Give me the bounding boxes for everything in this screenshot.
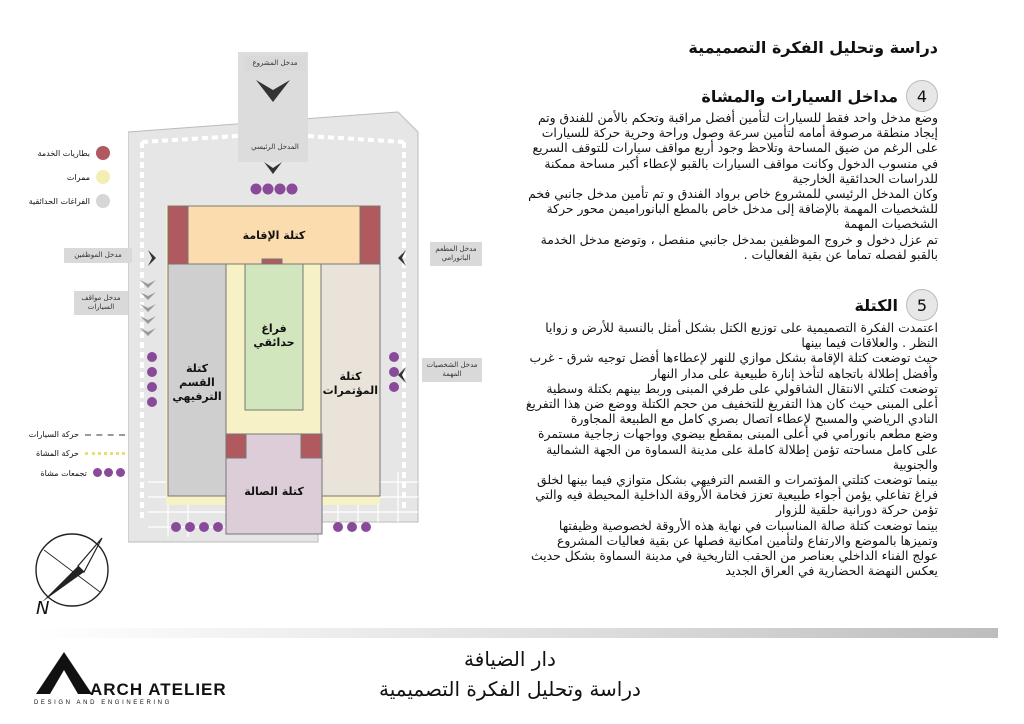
recreation-block-label: كتلة القسم الترفيهي [172, 362, 222, 403]
footer-divider [30, 628, 998, 638]
paragraph: وضع مدخل واحد فقط للسيارات لتأمين أفضل مراقبة وتحكم بالأمن للفندق وتم إيجاد منطقة مرصوفة أمامه لتأمين سرعة وصول وراحة وحرية حركة للسيارات على الرغم من ضيق المساحة وتلاحظ وجود أربع مواقف سيارات للتوقف السريع في منسوب الدخول وكانت مواقف السيارات بالقبو لإعطاء أكبر مساحة ممكنة للدراسات الحدائقية الخارجية [532, 110, 938, 186]
logo-name: ARCH ATELIER [90, 680, 227, 699]
legend-item [10, 194, 110, 208]
legend-zones [10, 146, 110, 208]
project-entrance-label: مدخل المشروع [244, 56, 306, 71]
parking-entrance-label: مدخل مواقف السيارات [74, 291, 128, 315]
courtyard-label: فراغ حدائقي [253, 322, 295, 349]
logo-tagline: DESIGN AND ENGINEERING [34, 700, 172, 706]
paragraph: بينما توضعت كتلتي المؤتمرات و القسم الترفيهي بشكل متوازي فيما بينها لخلق فراغ تفاعلي يؤمن أجواء طبيعية تعزز فخامة الأروقة الداخلية المحيطة فيه والتي تؤمن حركة دورانية حلقية للزوار [535, 472, 938, 518]
vip-entrance-label: مدخل الشخصيات المهمة [422, 358, 482, 382]
paragraph: وكان المدخل الرئيسي للمشروع خاص برواد الفندق و تم تأمين مدخل جانبي فخم للشخصيات المهمة بالإضافة إلى مدخل خاص بالمطع البانوراميمن محور حركة الشخصيات المهمة [528, 186, 938, 232]
staff-entrance-label: مدخل الموظفين [64, 248, 132, 263]
legend-label: بطاريات الخدمة [37, 148, 90, 158]
legend-label: حركة السيارات [28, 430, 79, 439]
section-4-heading [701, 80, 938, 112]
legend-label: ممرات [66, 172, 90, 182]
paragraph: وضع مطعم بانورامي في أعلى المبنى بمقطع بيضوي وواجهات زجاجية مستمرة على كامل مساحته تؤمن إطلالة كاملة على مدينة السماوة من الجهة الشمالية والجنوبية [538, 426, 938, 472]
paragraph: اعتمدت الفكرة التصميمية على توزيع الكتل بشكل أمثل بالنسبة للأرض و زوايا النظر . والعلاقات فيما بينها [545, 320, 938, 351]
legend-label: تجمعات مشاة [40, 469, 87, 478]
residence-block-label: كتلة الإقامة [242, 229, 306, 242]
paragraph: عولج الفناء الداخلي بعناصر من الحقب التاريخية في مدينة السماوة بشكل حديث يعكس النهضة الحضارية في العراق الجديد [531, 548, 938, 579]
legend-item [10, 468, 125, 479]
legend-label: الفراغات الحدائقية [28, 196, 90, 206]
section-4-body [518, 110, 938, 262]
paragraph: بينما توضعت كتلة صالة المناسبات في نهاية هذه الأروقة لخصوصية وظيفتها وتميزها بالموضع والارتفاع ولتأمين امكانية فصلها عن بقية فعاليات المشروع [556, 517, 938, 548]
section-number: 4 [906, 80, 938, 112]
hall-block-label: كتلة الصالة [244, 485, 304, 498]
legend-item [10, 170, 110, 184]
legend-item [10, 430, 125, 439]
section-5-heading [854, 289, 938, 321]
section-title: الكتلة [854, 295, 898, 315]
footer-project-name: دار الضيافة [464, 647, 556, 671]
legend-swatch [96, 170, 110, 184]
car-path-swatch [85, 434, 125, 436]
restaurant-entrance-label: مدخل المطعم البانورامي [430, 242, 482, 266]
section-title: مداخل السيارات والمشاة [701, 86, 898, 106]
conference-block-label: كتلة المؤتمرات [322, 370, 378, 397]
paragraph: توضعت كتلتي الانتقال الشاقولي على طرفي المبنى وربط بينهم بكتلة وسطية أعلى المبنى حيث كان هذا التفريغ للتخفيف من حجم الكتلة ووضع ضن هذا التفريغ النادي الرياضي والمسبح لإعطاء اتصال بصري كامل مع الطبيعة المجاورة [525, 380, 938, 427]
site-plan-drawing [128, 52, 428, 552]
paragraph: حيث توضعت كتلة الإقامة بشكل موازي للنهر لإعطاءها أفضل توجيه شرق - غرب وأفضل إطلالة باتجاهه لتأخذ إنارة طبيعية على مدار النهار [529, 350, 938, 381]
site-plan [128, 52, 428, 552]
legend-swatch [96, 146, 110, 160]
section-5-body [518, 320, 938, 578]
main-entrance-label: المدخل الرئيسي [251, 143, 299, 151]
north-label: N [36, 598, 50, 619]
legend-label: حركة المشاة [35, 449, 79, 458]
legend-item [10, 146, 110, 160]
pedestrian-path-swatch [85, 452, 125, 455]
legend-item [10, 449, 125, 458]
legend-swatch [96, 194, 110, 208]
logo-mark-icon [34, 650, 94, 696]
pedestrian-group-swatch [93, 468, 125, 479]
legend-movement [10, 430, 125, 479]
logo [30, 650, 230, 710]
footer-subtitle: دراسة وتحليل الفكرة التصميمية [379, 677, 641, 701]
paragraph: تم عزل دخول و خروج الموظفين بمدخل جانبي منفصل ، وتوضع مدخل الخدمة بالقبو لفصله تماما عن بقية الفعاليات . [540, 231, 938, 262]
page-title: دراسة وتحليل الفكرة التصميمية [688, 38, 938, 57]
section-number: 5 [906, 289, 938, 321]
